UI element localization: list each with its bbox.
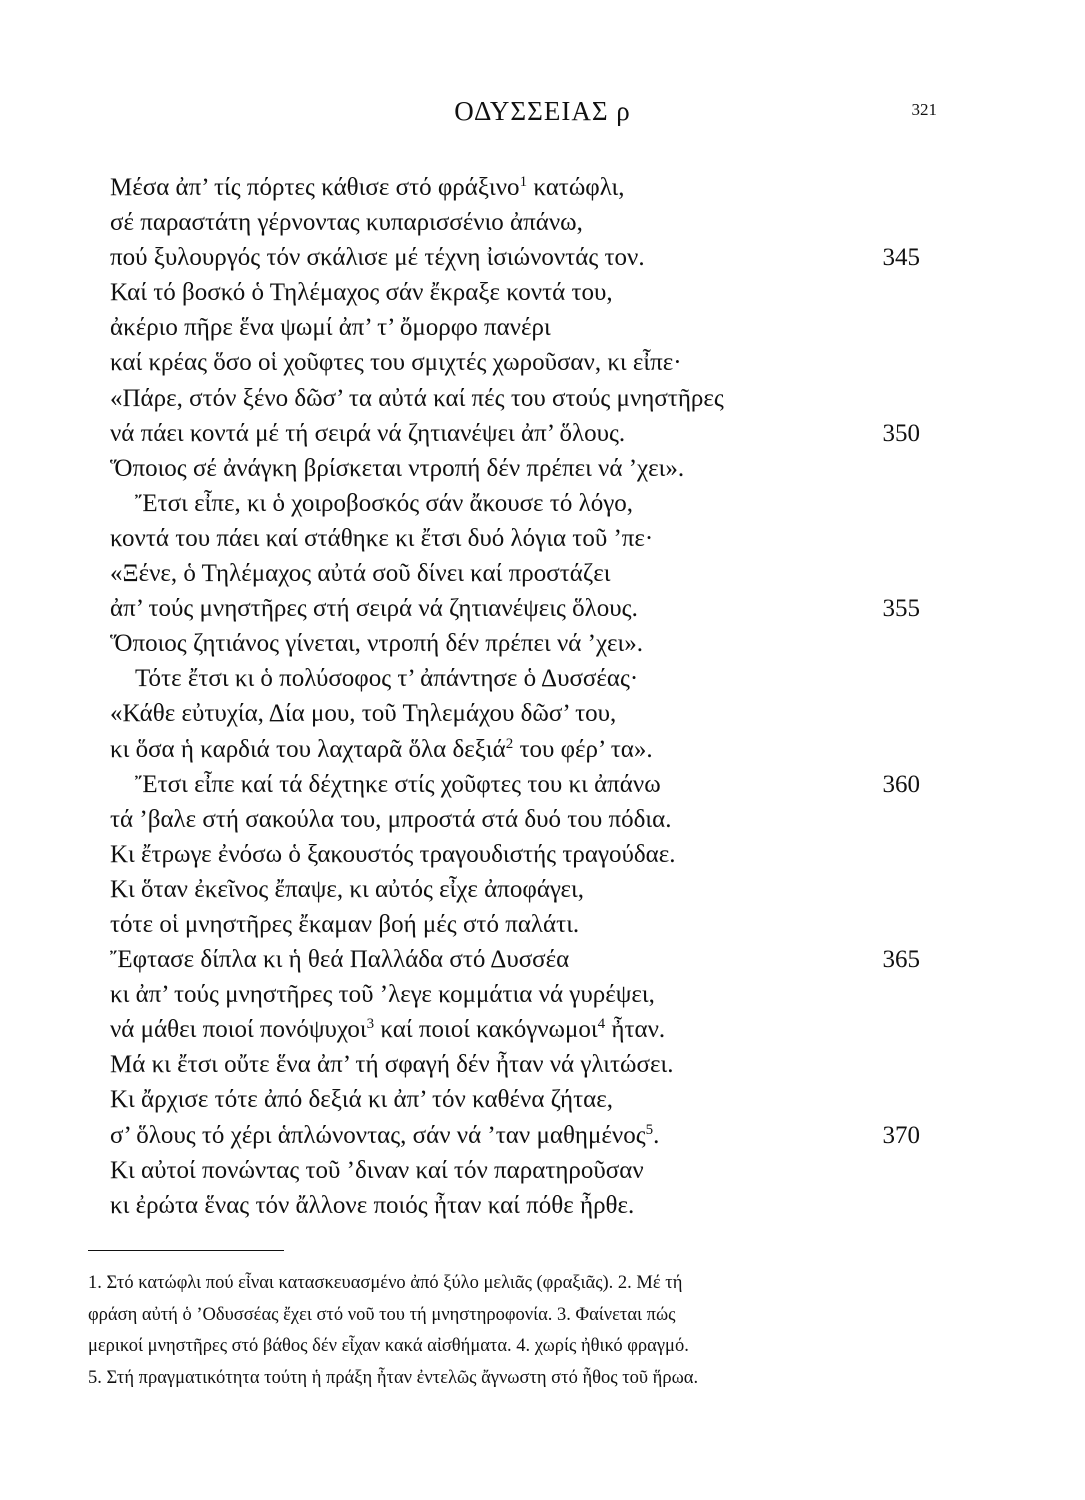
verse-text [110,665,638,692]
verse-text-part: «Κάθε εὐτυχία, Δία μου, τοῦ Τηλεμάχου δῶσ’ του, [110,700,617,728]
footnote-marker: 3 [366,1016,375,1033]
verse-line [110,626,920,661]
verse-text-part: Κι ὅταν ἐκεῖνος ἔπαψε, κι αὐτός εἶχε ἀποφάγει, [110,875,585,903]
verse-text [110,1122,659,1149]
verse-text-part: του φέρ’ τα». [513,735,653,763]
verse-line [110,521,920,556]
verse-line [110,907,920,942]
verse-text [110,1086,613,1113]
verse-text [110,595,638,622]
verse-block [110,170,920,1223]
verse-line [110,767,920,802]
page-number: 321 [911,100,937,119]
verse-text-part: Ἔτσι εἶπε, κι ὁ χοιροβοσκός σάν ἄκουσε τό λόγο, [135,489,634,517]
verse-line [110,591,920,626]
verse-text-part: Κι ἔτρωγε ἐνόσω ὁ ξακουστός τραγουδιστής τραγούδαε. [110,840,676,868]
footnote-marker: 1 [519,174,528,190]
verse-text-part: ἦταν. [605,1016,666,1044]
verse-text [110,1051,673,1078]
footnote-marker: 2 [505,735,514,752]
footnote-line: 1. Στό κατώφλι πού εἶναι κατασκευασμένο ἀπό ξύλο μελιᾶς (φραξιᾶς). 2. Μέ τή [88,1273,683,1293]
verse-text-part: πού ξυλουργός τόν σκάλισε μέ τέχνη ἰσιώνοντάς τον. [110,244,645,272]
verse-text-part: Ἔφτασε δίπλα κι ἡ θεά Παλλάδα στό Δυσσέα [110,946,570,974]
verse-line [110,1012,920,1047]
verse-text [110,209,583,236]
footnote-divider [88,1250,284,1251]
verse-line [110,556,920,591]
verse-line [110,1047,920,1082]
verse-text-part: Καί τό βοσκό ὁ Τηλέμαχος σάν ἔκραξε κοντά του, [110,279,613,307]
line-number: 360 [882,770,920,798]
verse-text [110,1192,634,1219]
verse-text [110,736,653,763]
verse-line [110,240,920,275]
verse-text-part: ἀκέριο πῆρε ἕνα ψωμί ἀπ’ τ’ ὄμορφο πανέρι [110,314,551,342]
verse-text-part: Κι ἄρχισε τότε ἀπό δεξιά κι ἀπ’ τόν καθένα ζήταε, [110,1086,614,1114]
verse-text [110,560,610,587]
verse-text-part: Τότε ἔτσι κι ὁ πολύσοφος τ’ ἀπάντησε ὁ Δυσσέας· [135,665,639,693]
verse-text [110,420,625,447]
verse-text [110,700,616,727]
verse-text-part: καί ποιοί κακόγνωμοι [374,1016,598,1044]
verse-text [110,244,645,271]
verse-text [110,911,579,938]
verse-text [110,841,676,868]
line-number: 350 [882,419,920,447]
verse-line [110,802,920,837]
verse-text-part: κατώφλι, [527,174,625,201]
verse-text [110,876,584,903]
footnotes-block [88,1268,928,1394]
verse-line [110,661,920,696]
line-number: 365 [882,946,920,974]
verse-line [110,977,920,1012]
verse-line [110,1188,920,1223]
verse-text-part: «Πάρε, στόν ξένο δῶσ’ τα αὐτά καί πές του στούς μνηστῆρες [110,384,724,412]
verse-line [110,310,920,345]
verse-line [110,942,920,977]
verse-text [110,806,671,833]
verse-text [110,385,724,412]
verse-text-part: κοντά του πάει καί στάθηκε κι ἔτσι δυό λόγια τοῦ ’πε· [110,524,654,552]
verse-line [110,170,920,205]
running-title: ΟΔΥΣΣΕΙΑΣ ρ [454,96,631,126]
verse-text-part: τότε οἱ μνηστῆρες ἔκαμαν βοή μές στό παλάτι. [110,910,580,938]
verse-text-part: Ὅποιος σέ ἀνάγκη βρίσκεται ντροπή δέν πρέπει νά ’χει». [110,454,685,482]
verse-text [110,630,643,657]
verse-line [110,345,920,380]
verse-line [110,1153,920,1188]
verse-text [110,174,625,201]
verse-text-part: Μέσα ἀπ’ τίς πόρτες κάθισε στό φράξινο [110,174,520,201]
verse-text-part: σέ παραστάτη γέρνοντας κυπαρισσένιο ἀπάνω, [110,209,583,237]
verse-line [110,416,920,451]
verse-line [110,696,920,731]
verse-line [110,732,920,767]
verse-text [110,349,682,376]
verse-line [110,1082,920,1117]
verse-text-part: κι ὅσα ἡ καρδιά του λαχταρᾶ ὅλα δεξιά [110,735,506,763]
verse-text-part: Ἔτσι εἶπε καί τά δέχτηκε στίς χοῦφτες του κι ἀπάνω [135,770,661,798]
verse-text-part: κι ἀπ’ τούς μνηστῆρες τοῦ ’λεγε κομμάτια νά γυρέψει, [110,981,655,1009]
footnote-marker: 4 [597,1016,606,1033]
footnote-marker: 5 [645,1121,654,1138]
line-number: 355 [882,595,920,623]
verse-text-part: νά πάει κοντά μέ τή σειρά νά ζητιανέψει ἀπ’ ὅλους. [110,419,626,447]
verse-text [110,946,569,973]
verse-line [110,1118,920,1153]
verse-text [110,279,613,306]
verse-text-part: . [653,1121,660,1149]
verse-line [110,205,920,240]
verse-text-part: κι ἐρώτα ἕνας τόν ἄλλονε ποιός ἦταν καί πόθε ἦρθε. [110,1191,635,1219]
footnote-line: μερικοί μνηστῆρες στό βάθος δέν εἶχαν κακά αἰσθήματα. 4. χωρίς ἠθικό φραγμό. [88,1336,689,1356]
line-number: 345 [882,244,920,272]
footnote-line: 5. Στή πραγματικότητα τούτη ἡ πράξη ἦταν ἐντελῶς ἄγνωστη στό ἦθος τοῦ ἥρωα. [88,1367,699,1388]
verse-line [110,381,920,416]
verse-text-part: «Ξένε, ὁ Τηλέμαχος αὐτά σοῦ δίνει καί προστάζει [110,560,611,588]
verse-line [110,872,920,907]
verse-text-part: τά ’βαλε στή σακούλα του, μπροστά στά δυό του πόδια. [110,805,672,833]
verse-text-part: νά μάθει ποιοί πονόψυχοι [110,1016,367,1044]
verse-text [110,771,661,798]
verse-text [110,525,653,552]
line-number: 370 [882,1121,920,1149]
verse-text [110,1016,665,1043]
verse-line [110,451,920,486]
verse-text [110,981,655,1008]
footnote-line: φράση αὐτή ὁ ’Οδυσσέας ἔχει στό νοῦ του τή μνηστηροφονία. 3. Φαίνεται πώς [88,1304,676,1325]
verse-line [110,837,920,872]
verse-text [110,314,551,341]
verse-text-part: Κι αὐτοί πονώντας τοῦ ’διναν καί τόν παρατηροῦσαν [110,1156,644,1184]
verse-text-part: ἀπ’ τούς μνηστῆρες στή σειρά νά ζητιανέψεις ὅλους. [110,595,638,623]
verse-text-part: σ’ ὅλους τό χέρι ἁπλώνοντας, σάν νά ’ταν μαθημένος [110,1121,646,1149]
verse-line [110,486,920,521]
verse-text [110,490,633,517]
verse-text-part: Ὅποιος ζητιάνος γίνεται, ντροπή δέν πρέπει νά ’χει». [110,630,644,658]
verse-text-part: καί κρέας ὅσο οἱ χοῦφτες του σμιχτές χωροῦσαν, κι εἶπε· [110,349,682,377]
verse-text-part: Μά κι ἔτσι οὔτε ἕνα ἀπ’ τή σφαγή δέν ἦταν νά γλιτώσει. [110,1051,674,1079]
verse-text [110,1157,644,1184]
verse-line [110,275,920,310]
verse-text [110,455,684,482]
